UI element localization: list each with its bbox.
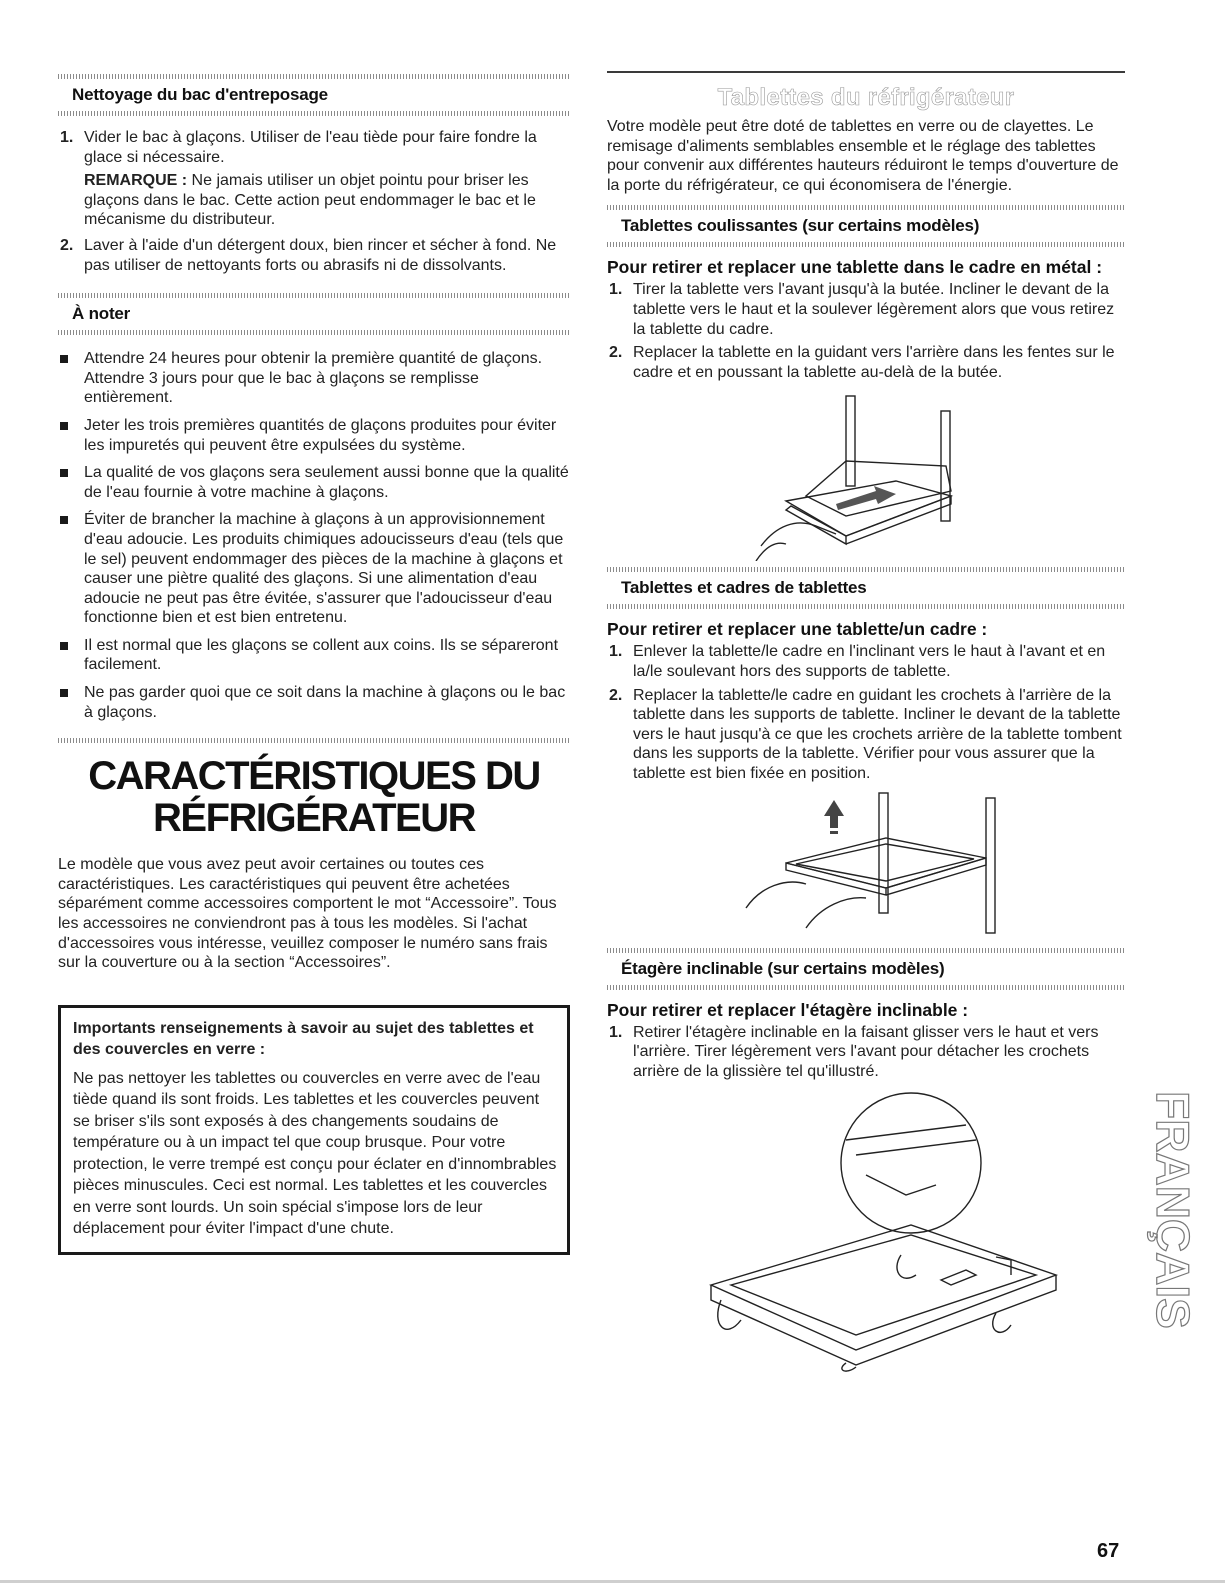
features-intro: Le modèle que vous avez peut avoir certaines ou toutes ces caractéristiques. Les caractéristiques qui peuvent être achetées séparément comme accessoires comportent le mot “Accessoire”. Tous les accessoires ne conviendront pas à tous les modèles. Si l'achat d'accessoires vous intéresse, veuillez composer le numéro sans frais sur la couverture ou à la section “Accessoires”. [58, 856, 557, 972]
tilt-shelf-illustration [666, 1085, 1066, 1375]
notes-list [58, 349, 570, 722]
divider [58, 738, 570, 743]
sliding-shelf-illustration [746, 386, 986, 561]
top-rule [607, 71, 1125, 73]
section-title-shelves: Tablettes du réfrigérateur [717, 84, 1015, 111]
divider [607, 985, 1125, 990]
instruction-heading: Pour retirer et replacer une tablette/un cadre : [607, 619, 988, 640]
list-item: 1. Tirer la tablette vers l'avant jusqu'à la butée. Incliner le devant de la tablette vers le haut et la soulever légèrement alors que vous retirez la tablette du cadre. [609, 281, 1115, 338]
section-heading-sliding: Tablettes coulissantes (sur certains modèles) [621, 216, 980, 236]
shelf-frame-illustration [736, 788, 996, 938]
divider [607, 604, 1125, 609]
instruction-heading: Pour retirer et replacer une tablette dans le cadre en métal : [607, 257, 1103, 278]
section-heading-frames: Tablettes et cadres de tablettes [621, 578, 867, 598]
divider [607, 242, 1125, 247]
warning-box [58, 1005, 570, 1255]
list-item: 2. Laver à l'aide d'un détergent doux, bien rincer et sécher à fond. Ne pas utiliser de nettoyants forts ou abrasifs ni de dissolvants. [60, 236, 557, 274]
warning-body: Ne pas nettoyer les tablettes ou couvercles en verre avec de l'eau tiède quand ils sont froids. Les tablettes et les couvercles peuvent se briser s'ils sont exposés à des changements soudains de température ou à un impact tel que coup brusque. Pour votre protection, le verre trempé est conçu pour éclater en d'innombrables pièces minuscules. Ceci est normal. Les tablettes et les couvercles en verre sont lourds. Un soin spécial s'impose lors de leur déplacement pour éviter l'impact d'une chute. [73, 1069, 557, 1238]
list-item: La qualité de vos glaçons sera seulement aussi bonne que la qualité de l'eau fournie à votre machine à glaçons. [58, 463, 570, 502]
list-item: Ne pas garder quoi que ce soit dans la machine à glaçons ou le bac à glaçons. [58, 683, 570, 722]
shelves-intro: Votre modèle peut être doté de tablettes en verre ou de clayettes. Le remisage d'aliments semblables ensemble et le réglage des tablettes pour convenir aux différentes hauteurs réduiront le temps d'ouverture de la porte du réfrigérateur, ce qui économisera de l'énergie. [607, 118, 1119, 194]
list-item: Éviter de brancher la machine à glaçons à un approvisionnement d'eau adoucie. Les produits chimiques adoucisseurs d'eau (tels que le sel) peuvent endommager des pièces de la machine à glaçons et causer une piètre qualité des glaçons. Si une alimentation d'eau adoucie ne peut pas être évitée, s'assurer que l'adoucisseur d'eau fonctionne bien et est bien entretenu. [58, 510, 570, 628]
section-heading-notes: À noter [72, 304, 131, 324]
list-item: 1. Retirer l'étagère inclinable en la faisant glisser vers le haut et vers l'arrière. Tirer légèrement vers l'avant pour détacher les crochets arrière de la glissière tel qu'illustré. [609, 1023, 1099, 1080]
cleaning-steps [58, 128, 570, 275]
frames-steps [607, 642, 1125, 783]
section-heading-cleaning: Nettoyage du bac d'entreposage [72, 85, 328, 104]
bottom-rule [0, 1580, 1225, 1583]
list-item: Il est normal que les glaçons se collent aux coins. Ils se sépareront facilement. [58, 636, 570, 675]
page-number: 67 [1097, 1540, 1120, 1562]
list-item: 2. Replacer la tablette/le cadre en guidant les crochets à l'arrière de la tablette dans les supports de tablette. Incliner le devant de la tablette vers le haut jusqu'à ce que les crochets arrière de la tablette tombent dans les supports de la tablette. Vérifier pour vous assurer que la tablette est bien fixée en position. [609, 686, 1122, 782]
section-heading-tilt: Étagère inclinable (sur certains modèles) [621, 958, 945, 978]
list-item: 2. Replacer la tablette en la guidant vers l'arrière dans les fentes sur le cadre et en poussant la tablette au-delà de la butée. [609, 344, 1115, 381]
page-title: CARACTÉRISTIQUES DU RÉFRIGÉRATEUR [88, 754, 540, 841]
list-item: Attendre 24 heures pour obtenir la première quantité de glaçons. Attendre 3 jours pour que le bac à glaçons se remplisse entièrement. [58, 349, 570, 408]
list-item: 1. Enlever la tablette/le cadre en l'inclinant vers le haut à l'avant et en la/le soulevant hors des supports de tablette. [609, 643, 1106, 680]
tilt-steps [607, 1023, 1125, 1082]
right-column [607, 0, 1125, 1375]
list-item: Jeter les trois premières quantités de glaçons produites pour éviter les impuretés qui peuvent être expulsées du système. [58, 416, 570, 455]
divider [58, 111, 570, 116]
instruction-heading: Pour retirer et replacer l'étagère inclinable : [607, 999, 969, 1020]
left-column [58, 0, 570, 1255]
divider [58, 330, 570, 335]
note: REMARQUE : Ne jamais utiliser un objet pointu pour briser les glaçons dans le bac. Cette action peut endommager le bac et le mécanisme du distributeur. [84, 172, 536, 229]
language-tab: FRANÇAIS [1147, 1091, 1200, 1329]
warning-title: Importants renseignements à savoir au sujet des tablettes et des couvercles en verre : [73, 1019, 534, 1058]
sliding-steps [607, 280, 1125, 382]
list-item: 1. Vider le bac à glaçons. Utiliser de l'eau tiède pour faire fondre la glace si nécessaire. REMARQUE : Ne jamais utiliser un objet pointu pour briser les glaçons dans le bac. Cette action peut endommager le bac et le mécanisme du distributeur. [58, 128, 570, 230]
